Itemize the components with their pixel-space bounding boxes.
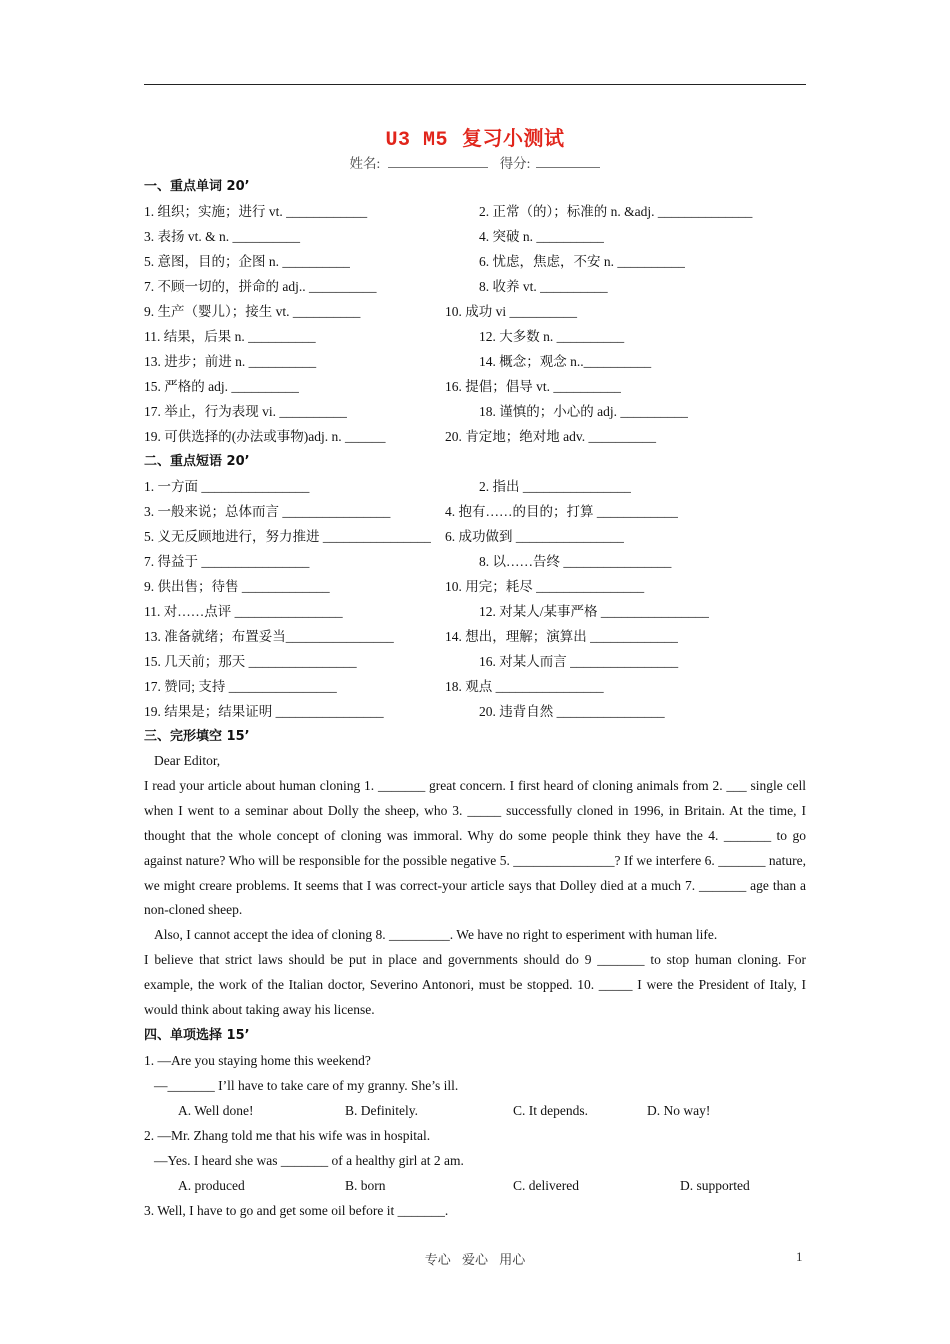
phrase-item: 8. 以……告终 ________________ [479, 554, 672, 569]
section-heading: 三、完形填空 15’ [144, 729, 250, 744]
phrase-item: 9. 供出售；待售 _____________ [144, 579, 330, 594]
vocab-item: 14. 概念；观念 n..__________ [479, 354, 652, 369]
phrase-item: 4. 抱有……的目的；打算 ____________ [445, 504, 678, 519]
vocab-item: 16. 提倡；倡导 vt. __________ [445, 379, 621, 394]
option-d[interactable]: D. supported [680, 1177, 750, 1193]
phrase-item: 14. 想出，理解；演算出 _____________ [445, 629, 678, 644]
phrase-item: 5. 义无反顾地进行，努力推进 ________________ [144, 529, 431, 544]
option-c[interactable]: C. It depends. [513, 1102, 588, 1118]
letter-greeting: Dear Editor, [154, 753, 221, 768]
cloze-paragraph-3: I believe that strict laws should be put in place and governments should do 9 _______ to stop human cloning. For example, the work of the Italian doctor, Severino Antonori, must be stopped. 10. _____ I were the President of Italy, I would think about taking away his license. [144, 952, 806, 1018]
phrase-row [144, 549, 806, 574]
phrase-item: 2. 指出 ________________ [479, 479, 631, 494]
phrase-row [144, 674, 806, 699]
vocab-item: 12. 大多数 n. __________ [479, 329, 625, 344]
question-stem: 2. —Mr. Zhang told me that his wife was in hospital. [144, 1127, 431, 1143]
phrase-row [144, 499, 806, 524]
phrase-row [144, 599, 806, 624]
vocab-row [144, 349, 806, 374]
question-reply: —Yes. I heard she was _______ of a healthy girl at 2 am. [154, 1152, 464, 1168]
vocab-row [144, 399, 806, 424]
vocab-row [144, 249, 806, 274]
vocab-item: 9. 生产（婴儿）；接生 vt. __________ [144, 304, 361, 319]
vocab-row [144, 374, 806, 399]
option-c[interactable]: C. delivered [513, 1177, 579, 1193]
title-text: 复习小测试 [462, 126, 565, 150]
phrase-item: 11. 对……点评 ________________ [144, 604, 343, 619]
option-b[interactable]: B. Definitely. [345, 1102, 418, 1118]
question-stem: 1. —Are you staying home this weekend? [144, 1052, 371, 1068]
vocab-item: 6. 忧虑，焦虑，不安 n. __________ [479, 254, 685, 269]
section-heading: 二、重点短语 20’ [144, 454, 250, 469]
vocab-item: 1. 组织；实施；进行 vt. ____________ [144, 204, 368, 219]
option-b[interactable]: B. born [345, 1177, 386, 1193]
vocab-item: 20. 肯定地；绝对地 adv. __________ [445, 429, 656, 444]
vocab-item: 5. 意图，目的；企图 n. __________ [144, 254, 350, 269]
phrase-row [144, 474, 806, 499]
name-blank[interactable] [388, 155, 488, 168]
name-label: 姓名: [349, 156, 381, 171]
vocab-item: 17. 举止，行为表现 vi. __________ [144, 404, 347, 419]
page-number: 1 [796, 1249, 803, 1264]
phrase-item: 1. 一方面 ________________ [144, 479, 310, 494]
option-d[interactable]: D. No way! [647, 1102, 711, 1118]
phrase-item: 6. 成功做到 ________________ [445, 529, 624, 544]
page-footer: 专心 爱心 用心 [424, 1252, 526, 1267]
phrase-item: 19. 结果是；结果证明 ________________ [144, 704, 384, 719]
option-a[interactable]: A. Well done! [178, 1102, 254, 1118]
vocab-row [144, 424, 806, 449]
vocab-item: 13. 进步；前进 n. __________ [144, 354, 317, 369]
score-label: 得分: [499, 156, 531, 171]
phrase-item: 17. 赞同; 支持 ________________ [144, 679, 337, 694]
phrase-item: 20. 违背自然 ________________ [479, 704, 665, 719]
option-a[interactable]: A. produced [178, 1177, 245, 1193]
phrase-row [144, 574, 806, 599]
vocab-row [144, 274, 806, 299]
cloze-paragraph-1: I read your article about human cloning 1. _______ great concern. I first heard of cloning animals from 2. ___ single cell when I went to a seminar about Dolly the sheep, who 3. _____ successfully cloned in 1996, in Britain. At the time, I thought that the whole concept of cloning was immoral. Why do some people think they have the 4. _______ to go against nature? Who will be responsible for the possible negative 5. _______________? If we interfere 6. _______ nature, we might creare problems. It seems that I was correct-your article says that Dolley died at a much 7. _______ age than a non-cloned sheep. [144, 777, 806, 918]
cloze-paragraph-2: Also, I cannot accept the idea of cloning 8. _________. We have no right to esperiment with human life. [154, 927, 718, 943]
vocab-item: 2. 正常（的）；标准的 n. &adj. ______________ [479, 204, 753, 219]
vocab-item: 8. 收养 vt. __________ [479, 279, 608, 294]
title-code: U3 M5 [385, 129, 448, 152]
vocab-row [144, 299, 806, 324]
vocab-item: 3. 表扬 vt. & n. __________ [144, 229, 301, 244]
question-reply: —_______ I’ll have to take care of my granny. She’s ill. [154, 1077, 459, 1093]
phrase-item: 18. 观点 ________________ [445, 679, 604, 694]
phrase-row [144, 649, 806, 674]
question-stem: 3. Well, I have to go and get some oil before it _______. [144, 1202, 449, 1218]
option-row [144, 1098, 806, 1123]
phrase-item: 15. 几天前；那天 ________________ [144, 654, 357, 669]
vocab-item: 19. 可供选择的(办法或事物)adj. n. ______ [144, 429, 386, 444]
phrase-item: 3. 一般来说；总体而言 ________________ [144, 504, 391, 519]
vocab-item: 7. 不顾一切的，拼命的 adj.. __________ [144, 279, 377, 294]
phrase-item: 10. 用完；耗尽 ________________ [445, 579, 645, 594]
vocab-row [144, 199, 806, 224]
name-score-line [0, 152, 950, 172]
phrase-item: 7. 得益于 ________________ [144, 554, 310, 569]
phrase-row [144, 524, 806, 549]
vocab-row [144, 224, 806, 249]
vocab-item: 4. 突破 n. __________ [479, 229, 604, 244]
phrase-item: 12. 对某人/某事严格 ________________ [479, 604, 709, 619]
vocab-item: 15. 严格的 adj. __________ [144, 379, 299, 394]
vocab-row [144, 324, 806, 349]
vocab-item: 11. 结果，后果 n. __________ [144, 329, 316, 344]
score-blank[interactable] [536, 155, 600, 168]
vocab-item: 18. 谨慎的；小心的 adj. __________ [479, 404, 688, 419]
option-row [144, 1173, 806, 1198]
section-heading: 一、重点单词 20’ [144, 179, 250, 194]
section-heading: 四、单项选择 15’ [144, 1027, 250, 1043]
header-rule [144, 84, 806, 85]
phrase-item: 13. 准备就绪；布置妥当________________ [144, 629, 394, 644]
phrase-item: 16. 对某人而言 ________________ [479, 654, 679, 669]
phrase-row [144, 624, 806, 649]
phrase-row [144, 699, 806, 724]
worksheet-body [144, 174, 806, 1223]
vocab-item: 10. 成功 vi __________ [445, 304, 578, 319]
page-title [0, 122, 950, 152]
